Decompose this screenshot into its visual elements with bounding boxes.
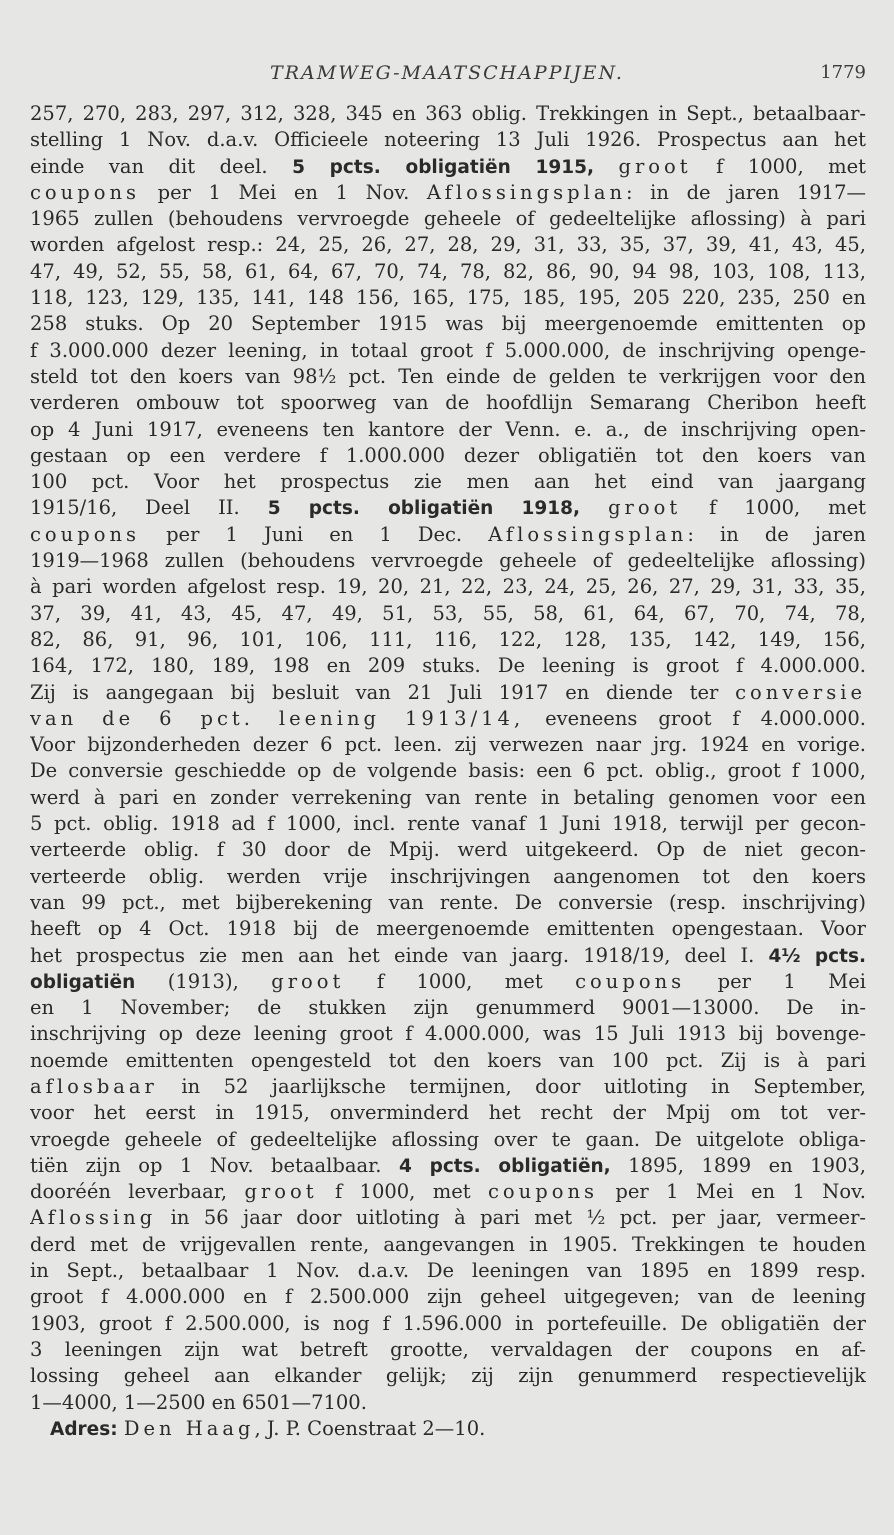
text-run: f 1000, met xyxy=(691,154,866,178)
text-line xyxy=(30,680,866,706)
text-run: 258 stuks. Op 20 September 1915 was bij meergenoemde emittenten op xyxy=(30,312,866,336)
text-run: en 1 November; de stukken zijn genummerd 9001—13000. De in- xyxy=(30,996,866,1020)
text-line xyxy=(30,338,866,364)
text-line xyxy=(30,443,866,469)
text-line xyxy=(30,1337,866,1363)
text-run: 37, 39, 41, 43, 45, 47, 49, 51, 53, 55, 58, 61, 64, 67, 70, 74, 78, xyxy=(30,601,866,625)
text-line xyxy=(30,311,866,337)
text-run: inschrijving op deze leening groot f 4.000.000, was 15 Juli 1913 bij bovenge- xyxy=(30,1022,866,1046)
text-run: 5 pct. oblig. 1918 ad f 1000, incl. rente vanaf 1 Juni 1918, terwijl per gecon- xyxy=(30,812,866,836)
text-line xyxy=(30,1416,866,1442)
text-run: 100 pct. Voor het prospectus zie men aan het eind van jaargang xyxy=(30,470,866,494)
text-run: Zij is aangegaan bij besluit van 21 Juli 1917 en diende ter xyxy=(30,680,736,704)
text-run: gestaan op een verdere f 1.000.000 dezer obligatiën tot den koers van xyxy=(30,443,866,467)
spaced-text-run: groot xyxy=(271,969,345,993)
text-run: f 1000, met xyxy=(344,969,576,993)
running-title: TRAMWEG-MAATSCHAPPIJEN. xyxy=(270,62,624,84)
text-line xyxy=(30,653,866,679)
bold-heading-run: 5 pcts. obligatiën 1915, xyxy=(292,156,594,178)
text-run: het prospectus zie men aan het einde van jaarg. 1918/19, deel I. xyxy=(30,943,769,967)
text-run: einde van dit deel. xyxy=(30,154,293,178)
text-line xyxy=(30,1284,866,1310)
text-line xyxy=(30,785,866,811)
text-line xyxy=(30,601,866,627)
text-line xyxy=(30,1311,866,1337)
text-run: 1919—1968 zullen (behoudens vervroegde geheele of gedeeltelijke aflossing) xyxy=(30,549,866,573)
spaced-text-run: coupons xyxy=(488,1180,599,1204)
text-line xyxy=(30,1127,866,1153)
text-line xyxy=(30,548,866,574)
spaced-text-run: Aflossingsplan xyxy=(426,180,627,204)
text-run: heeft op 4 Oct. 1918 bij de meergenoemde emittenten opengestaan. Voor xyxy=(30,917,866,941)
text-run: 118, 123, 129, 135, 141, 148 156, 165, 175, 185, 195, 205 220, 235, 250 en xyxy=(30,286,866,310)
text-run: 3 leeningen zijn wat betreft grootte, vervaldagen der coupons en af- xyxy=(30,1337,866,1361)
text-run: 82, 86, 91, 96, 101, 106, 111, 116, 122, 128, 135, 142, 149, 156, xyxy=(30,627,866,651)
spaced-text-run: Aflossing xyxy=(30,1206,157,1230)
text-run: 47, 49, 52, 55, 58, 61, 64, 67, 70, 74, 78, 82, 86, 90, 94 98, 103, 108, 113, xyxy=(30,259,866,283)
text-line xyxy=(30,417,866,443)
bold-heading-run: 4½ pcts. xyxy=(768,945,866,967)
text-run: à pari worden afgelost resp. 19, 20, 21, 22, 23, 24, 25, 26, 27, 29, 31, 33, 35, xyxy=(30,575,866,599)
text-run: 164, 172, 180, 189, 198 en 209 stuks. De leening is groot f 4.000.000. xyxy=(30,654,866,678)
text-run: 257, 270, 283, 297, 312, 328, 345 en 363 oblig. Trekkingen in Sept., betaalbaar- xyxy=(30,102,866,125)
text-run: per 1 Mei en 1 Nov. xyxy=(140,180,427,204)
text-line xyxy=(30,1179,866,1205)
text-run: , J. P. Coenstraat 2—10. xyxy=(254,1416,486,1440)
text-run: eveneens groot f 4.000.000. xyxy=(524,706,866,730)
text-run: verteerde oblig. f 30 door de Mpij. werd uitgekeerd. Op de niet gecon- xyxy=(30,838,866,862)
text-run: tiën zijn op 1 Nov. betaalbaar. xyxy=(30,1153,399,1177)
spaced-text-run: coupons xyxy=(30,522,141,546)
text-run: 1895, 1899 en 1903, xyxy=(610,1153,866,1177)
text-run: voor het eerst in 1915, onverminderd het recht der Mpij om tot ver- xyxy=(30,1101,866,1125)
text-run: 1903, groot f 2.500.000, is nog f 1.596.000 in portefeuille. De obligatiën der xyxy=(30,1311,866,1335)
body-text xyxy=(30,101,866,1442)
text-line xyxy=(30,916,866,942)
text-line xyxy=(30,1232,866,1258)
text-line xyxy=(30,495,866,521)
text-line xyxy=(30,127,866,153)
text-line xyxy=(30,1074,866,1100)
text-line xyxy=(30,811,866,837)
bold-heading-run: Adres: xyxy=(50,1418,118,1440)
text-run: in Sept., betaalbaar 1 Nov. d.a.v. De leeningen van 1895 en 1899 resp. xyxy=(30,1259,866,1283)
text-line xyxy=(30,1363,866,1389)
text-run: worden afgelost resp.: 24, 25, 26, 27, 28, 29, 31, 33, 35, 37, 39, 41, 43, 45, xyxy=(30,233,866,257)
text-run: vroegde geheele of gedeeltelijke aflossing over te gaan. De uitgelote obliga- xyxy=(30,1127,866,1151)
text-run xyxy=(594,155,619,178)
text-run: : in de jaren xyxy=(687,522,866,546)
spaced-text-run: Aflossingsplan xyxy=(488,522,688,546)
text-line xyxy=(30,285,866,311)
text-run: per 1 Mei xyxy=(685,969,866,993)
text-line xyxy=(30,758,866,784)
text-line xyxy=(30,864,866,890)
text-line xyxy=(30,574,866,600)
spaced-text-run: Den Haag xyxy=(123,1416,255,1440)
text-run: in 56 jaar door uitloting à pari met ½ pct. per jaar, vermeer- xyxy=(156,1206,866,1230)
spaced-text-run: aflosbaar xyxy=(30,1074,158,1098)
text-run: werd à pari en zonder verrekening van rente in betaling genomen voor een xyxy=(30,785,866,809)
text-run: op 4 Juni 1917, eveneens ten kantore der Venn. e. a., de inschrijving open- xyxy=(30,417,866,441)
page-number: 1779 xyxy=(820,62,866,83)
text-run: van 99 pct., met bijberekening van rente. De conversie (resp. inschrijving) xyxy=(30,890,866,914)
text-line xyxy=(30,969,866,995)
text-run: verderen ombouw tot spoorweg van de hoofdlijn Semarang Cheribon heeft xyxy=(30,391,866,415)
text-line xyxy=(30,232,866,258)
text-line xyxy=(30,943,866,969)
text-run: 1—4000, 1—2500 en 6501—7100. xyxy=(30,1390,367,1414)
spaced-text-run: van de 6 pct. leening 1913/14, xyxy=(30,706,525,730)
text-run: steld tot den koers van 98½ pct. Ten einde de gelden te verkrijgen voor den xyxy=(30,364,866,388)
text-line xyxy=(30,890,866,916)
text-run: : in de jaren 1917— xyxy=(626,180,866,204)
text-line xyxy=(30,522,866,548)
spaced-text-run: groot xyxy=(244,1180,318,1204)
text-run: (1913), xyxy=(135,969,272,993)
page-header xyxy=(0,62,894,92)
text-run: groot f 4.000.000 en f 2.500.000 zijn geheel uitgegeven; van de leening xyxy=(30,1285,866,1309)
bold-heading-run: 4 pcts. obligatiën, xyxy=(398,1155,611,1177)
text-line xyxy=(30,732,866,758)
text-run: 1965 zullen (behoudens vervroegde geheele of gedeeltelijke aflossing) à pari xyxy=(30,207,866,231)
text-line xyxy=(30,1205,866,1231)
text-line xyxy=(30,706,866,732)
text-line xyxy=(30,995,866,1021)
text-run: derd met de vrijgevallen rente, aangevangen in 1905. Trekkingen te houden xyxy=(30,1232,866,1256)
text-line xyxy=(30,1258,866,1284)
text-line xyxy=(30,1048,866,1074)
text-line xyxy=(30,390,866,416)
text-line xyxy=(30,1153,866,1179)
text-run: Voor bijzonderheden dezer 6 pct. leen. zij verwezen naar jrg. 1924 en vorige. xyxy=(30,733,866,757)
text-line xyxy=(30,206,866,232)
text-line xyxy=(30,364,866,390)
bold-heading-run: obligatiën xyxy=(30,971,136,993)
text-line xyxy=(30,154,866,180)
text-run: per 1 Juni en 1 Dec. xyxy=(140,522,489,546)
text-run xyxy=(580,496,608,519)
text-line xyxy=(30,101,866,127)
text-run: lossing geheel aan elkander gelijk; zij zijn genummerd respectievelijk xyxy=(30,1364,866,1388)
text-run: f 1000, met xyxy=(317,1180,488,1204)
spaced-text-run: groot xyxy=(618,154,692,178)
text-run: verteerde oblig. werden vrije inschrijvingen aangenomen tot den koers xyxy=(30,864,866,888)
text-line xyxy=(30,627,866,653)
bold-heading-run: 5 pcts. obligatiën 1918, xyxy=(267,498,581,520)
text-line xyxy=(30,1100,866,1126)
text-line xyxy=(30,1021,866,1047)
text-run: dooréén leverbaar, xyxy=(30,1180,245,1204)
text-run: in 52 jaarlijksche termijnen, door uitloting in September, xyxy=(157,1074,866,1098)
text-run: De conversie geschiedde op de volgende basis: een 6 pct. oblig., groot f 1000, xyxy=(30,759,866,783)
spaced-text-run: coupons xyxy=(30,180,141,204)
spaced-text-run: groot xyxy=(608,496,682,520)
text-run: f 1000, met xyxy=(681,496,866,520)
text-line xyxy=(30,259,866,285)
text-run: f 3.000.000 dezer leening, in totaal groot f 5.000.000, de inschrijving opengе- xyxy=(30,338,866,362)
text-run: per 1 Mei en 1 Nov. xyxy=(598,1180,866,1204)
spaced-text-run: coupons xyxy=(575,969,686,993)
text-line xyxy=(30,837,866,863)
spaced-text-run: conversie xyxy=(735,680,866,704)
text-run: stelling 1 Nov. d.a.v. Officieele noteering 13 Juli 1926. Prospectus aan het xyxy=(30,128,866,152)
text-run: noemde emittenten opengesteld tot den koers van 100 pct. Zij is à pari xyxy=(30,1048,866,1072)
text-run: 1915/16, Deel II. xyxy=(30,496,268,520)
text-line xyxy=(30,469,866,495)
text-line xyxy=(30,1390,866,1416)
text-line xyxy=(30,180,866,206)
